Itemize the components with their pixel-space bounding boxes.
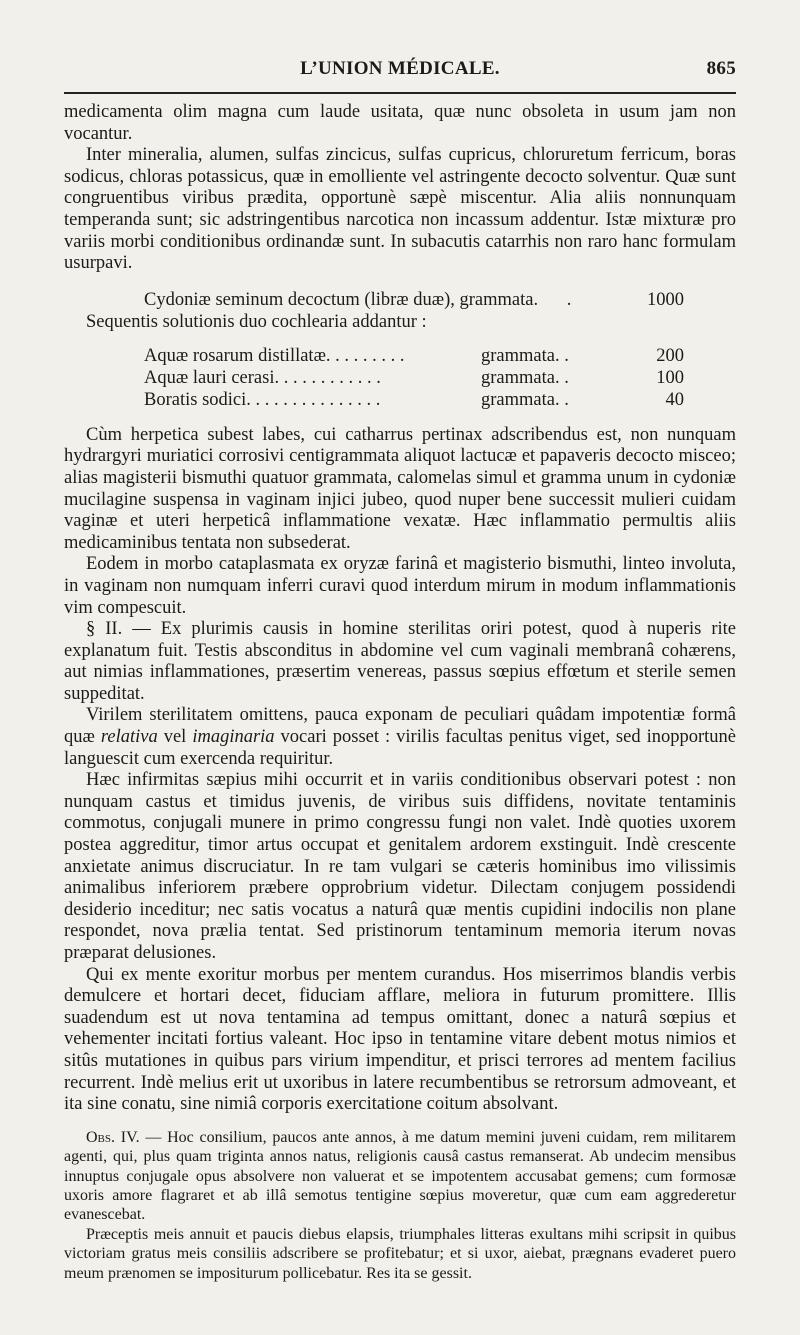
emphasis-term: relativa: [100, 727, 158, 748]
page-number: 865: [706, 58, 736, 79]
ingredient-quantity: 100: [656, 367, 684, 388]
ingredient-name: Aquæ lauri cerasi. . . . . . . . . . . .: [144, 367, 381, 388]
formula-main-ingredient: Cydoniæ seminum decoctum (libræ duæ), grammata.: [144, 289, 539, 310]
paragraph: [64, 705, 736, 770]
ingredient-name: Aquæ rosarum distillatæ. . . . . . . . .: [144, 345, 405, 366]
observation-paragraph: Præceptis meis annuit et paucis diebus elapsis, triumphales litteras exultans mihi scripsit in quibus victoriam gratus meis consiliis adscribere se profitebatur; et si uxor, aiebat, prægnans evaderet puero meum prænomen se impositurum pollicebatur. Res ita se gessit.: [64, 1225, 736, 1282]
formula-ingredient-row: [64, 367, 736, 389]
formula-ingredient-row: [64, 345, 736, 367]
formula: [64, 289, 736, 411]
running-header: [64, 58, 736, 86]
paragraph: medicamenta olim magna cum laude usitata, quæ nunc obsoleta in usum jam non vocantur.: [64, 102, 736, 144]
observation-paragraph: [64, 1128, 736, 1225]
formula-main-line: [64, 289, 736, 311]
main-text: [64, 102, 736, 275]
formula-main-dot: .: [566, 289, 572, 310]
ingredient-name: Boratis sodici. . . . . . . . . . . . . . .: [144, 389, 381, 410]
section-paragraph: § II. — Ex plurimis causis in homine sterilitas oriri potest, quod à nuperis rite explanatum fuit. Testis absconditus in abdomine vel cum vaginali membranâ cohærens, aut nimias inflammationes, præsertim venereas, passus sœpius effœtum et sterile semen suppeditat.: [64, 619, 736, 704]
emphasis-term: imaginaria: [192, 727, 275, 748]
formula-ingredient-list: [64, 345, 736, 411]
ingredient-quantity: 200: [656, 345, 684, 366]
ingredient-unit: grammata. .: [481, 367, 569, 388]
ingredient-unit: grammata. .: [481, 389, 569, 410]
text-run: vel: [157, 727, 193, 748]
paragraph: Qui ex mente exoritur morbus per mentem curandus. Hos miserrimos blandis verbis demulcere et hortari decet, fiduciam afflare, meliora in futurum promittere. Illis suadendum est ut nova tentamina ad tempus omittant, donec a naturâ sœpius et vehementer incitati fortius valeant. Hoc ipso in tentamine vitare debent motus nimios et sitûs mutationes in quibus pars virium impenditur, et prisci terrores ad mentem facilius recurrent. Indè melius erit ut uxoribus in latere recumbentibus se retrorsum admoveant, et ita sine conatu, sine nimiâ corporis exercitatione coitum absolvant.: [64, 964, 736, 1115]
paragraph: Eodem in morbo cataplasmata ex oryzæ farinâ et magisterio bismuthi, linteo involuta, in vaginam non numquam inferri curavi quod interdum mirum in modum inflammationis vim compescuit.: [64, 554, 736, 618]
paragraph: Hæc infirmitas sæpius mihi occurrit et in variis conditionibus observari potest : non nunquam castus et timidus juvenis, de viribus suis diffidens, novitate tentaminis commotus, conjugali munere in primo congressu fungi non valet. Indè quoties uxorem postea aggreditur, timor artus occupat et genitalem ardorem exstinguit. Indè crescente anxietate animus discruciatur. In re tam vulgari se cæteris hominibus imo vilissimis animalibus inferiorem præbere opprobrium videtur. Dilectam conjugem possidendi desiderio inceditur; nec satis vocatus a naturâ quæ mentis cupidini indocilis non plane respondet, nova prælia tentat. Sed pristinorum tentaminum memoria iterum novas præparat delusiones.: [64, 770, 736, 963]
observation-block: [64, 1128, 736, 1283]
ingredient-unit: grammata. .: [481, 345, 569, 366]
header-rule: [64, 92, 736, 94]
main-text-continued: [64, 425, 736, 1116]
paragraph: Cùm herpetica subest labes, cui catharrus pertinax adscribendus est, non nunquam hydrargyri muriatici corrosivi centigrammata aliquot lactucæ et papaveris decocto misceo; alias magisterii bismuthi quatuor grammata, calomelas simul et gramma unum in cydoniæ mucilagine suspensa in vaginam injici jubeo, quod nuper bene successit mulieri cuidam vaginæ et uteri herpeticâ inflammatione vexatæ. Hæc inflammatio permultis aliis medicaminibus tentata non subsederat.: [64, 424, 736, 553]
journal-title: L’UNION MÉDICALE.: [300, 58, 500, 79]
formula-main-quantity: 1000: [647, 289, 684, 310]
formula-ingredient-row: [64, 389, 736, 411]
formula-instruction: Sequentis solutionis duo cochlearia addantur :: [86, 311, 427, 332]
observation-label: Obs. IV.: [86, 1128, 140, 1146]
text-run: Virilem sterilitatem omittens, pauca exponam de peculiari quâdam impotentiæ formâ quæ: [64, 705, 736, 748]
text-run: vocari posset : virilis facultas penitus viget, sed inopportunè languescit cum exercenda requiritur.: [64, 727, 736, 769]
observation-text: — Hoc consilium, paucos ante annos, à me datum memini juveni cuidam, rem militarem agenti, qui, plus quam triginta annos natus, religionis causâ castus remanserat. Ab undecim mensibus innuptus conjugale opus absolvere non valuerat et se impotentem accusabat gemens; cum formosæ uxoris amore flagraret et ab illâ semotus tentigine sœpius moveretur, quæ cum eam aggrederetur evanescebat.: [64, 1128, 736, 1224]
paragraph: Inter mineralia, alumen, sulfas zincicus, sulfas cupricus, chloruretum ferricum, boras sodicus, chloras potassicus, quæ in emolliente vel astringente decocto solventur. Quæ sunt congruentibus viribus prædita, opportunè sæpè miscentur. Alia aliis nonnunquam temperanda sunt; sic adstringentibus narcotica non incassum addentur. Istæ mixturæ pro variis morbi conditionibus ordinandæ sunt. In subacutis catarrhis non raro hanc formulam usurpavi.: [64, 145, 736, 274]
ingredient-quantity: 40: [665, 389, 684, 410]
